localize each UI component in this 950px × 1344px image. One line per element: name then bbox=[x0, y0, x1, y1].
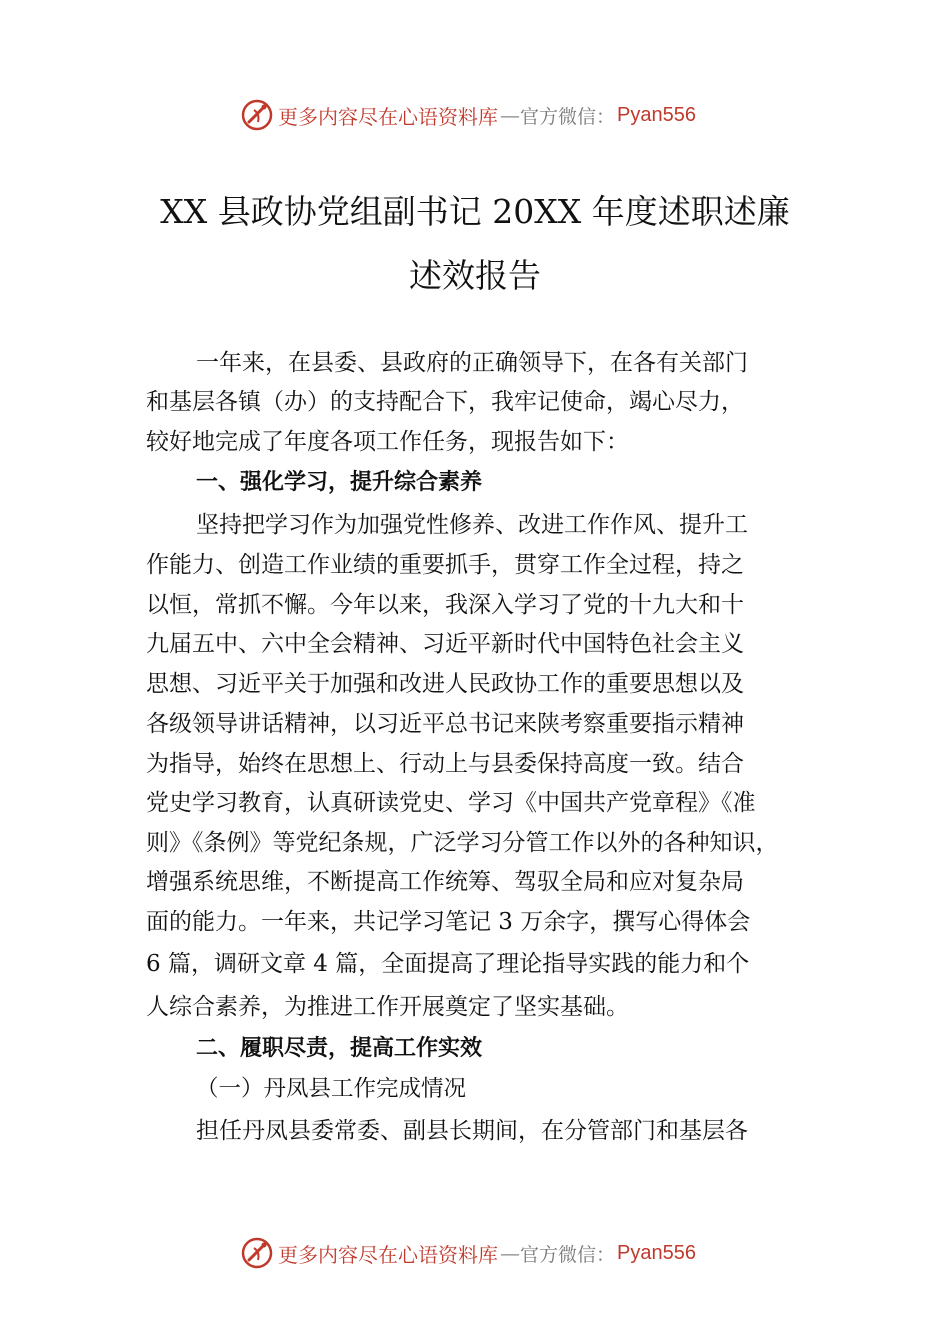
watermark-label: 官方微信： bbox=[520, 105, 616, 128]
document-title-line1: XX 县政协党组副书记 20XX 年度述职述廉 bbox=[160, 192, 790, 231]
watermark-brand: 更多内容尽在心语资料库 bbox=[278, 1242, 498, 1267]
body-line: 各级领导讲话精神，以习近平总书记来陕考察重要指示精神 bbox=[146, 711, 744, 737]
watermark-separator: — bbox=[500, 103, 520, 127]
body-line: 坚持把学习作为加强党性修养、改进工作作风、提升工 bbox=[196, 512, 748, 538]
footer-watermark bbox=[240, 1235, 696, 1271]
body-line: 人综合素养，为推进工作开展奠定了坚实基础。 bbox=[146, 994, 629, 1020]
body-line: 作能力、创造工作业绩的重要抓手，贯穿工作全过程，持之 bbox=[146, 552, 744, 578]
watermark-wechat-id: Pyan556 bbox=[617, 103, 696, 126]
body-line: 担任丹凤县委常委、副县长期间，在分管部门和基层各 bbox=[196, 1118, 748, 1144]
body-line: 一年来，在县委、县政府的正确领导下，在各有关部门 bbox=[196, 350, 748, 376]
body-line: 面的能力。一年来，共记学习笔记 3 万余字，撰写心得体会 bbox=[146, 909, 751, 935]
body-line: 九届五中、六中全会精神、习近平新时代中国特色社会主义 bbox=[146, 631, 744, 657]
watermark-brand: 更多内容尽在心语资料库 bbox=[278, 104, 498, 129]
body-line: 党史学习教育，认真研读党史、学习《中国共产党章程》《准 bbox=[146, 790, 756, 816]
body-line: 思想、习近平关于加强和改进人民政协工作的重要思想以及 bbox=[146, 671, 744, 697]
watermark-wechat-id: Pyan556 bbox=[617, 1241, 696, 1264]
ink-seal-icon bbox=[240, 98, 274, 132]
document-title-line2: 述效报告 bbox=[409, 256, 541, 295]
body-line: 6 篇，调研文章 4 篇，全面提高了理论指导实践的能力和个 bbox=[146, 951, 750, 977]
ink-seal-icon bbox=[240, 1236, 274, 1270]
header-watermark bbox=[240, 97, 696, 133]
watermark-separator: — bbox=[500, 1241, 520, 1265]
body-line: 则》《条例》等党纪条规，广泛学习分管工作以外的各种知识， bbox=[146, 830, 779, 856]
section-heading-2: 二、履职尽责，提高工作实效 bbox=[196, 1036, 483, 1061]
watermark-label: 官方微信： bbox=[520, 1243, 616, 1266]
body-line: 和基层各镇（办）的支持配合下，我牢记使命，竭心尽力， bbox=[146, 389, 744, 415]
section-heading-1: 一、强化学习，提升综合素养 bbox=[196, 470, 483, 495]
body-line: 增强系统思维，不断提高工作统筹、驾驭全局和应对复杂局 bbox=[146, 869, 744, 895]
subsection-heading: （一）丹凤县工作完成情况 bbox=[196, 1076, 467, 1102]
body-line: 为指导，始终在思想上、行动上与县委保持高度一致。结合 bbox=[146, 751, 744, 777]
body-line: 以恒，常抓不懈。今年以来，我深入学习了党的十九大和十 bbox=[146, 592, 744, 618]
body-line: 较好地完成了年度各项工作任务，现报告如下： bbox=[146, 429, 629, 455]
